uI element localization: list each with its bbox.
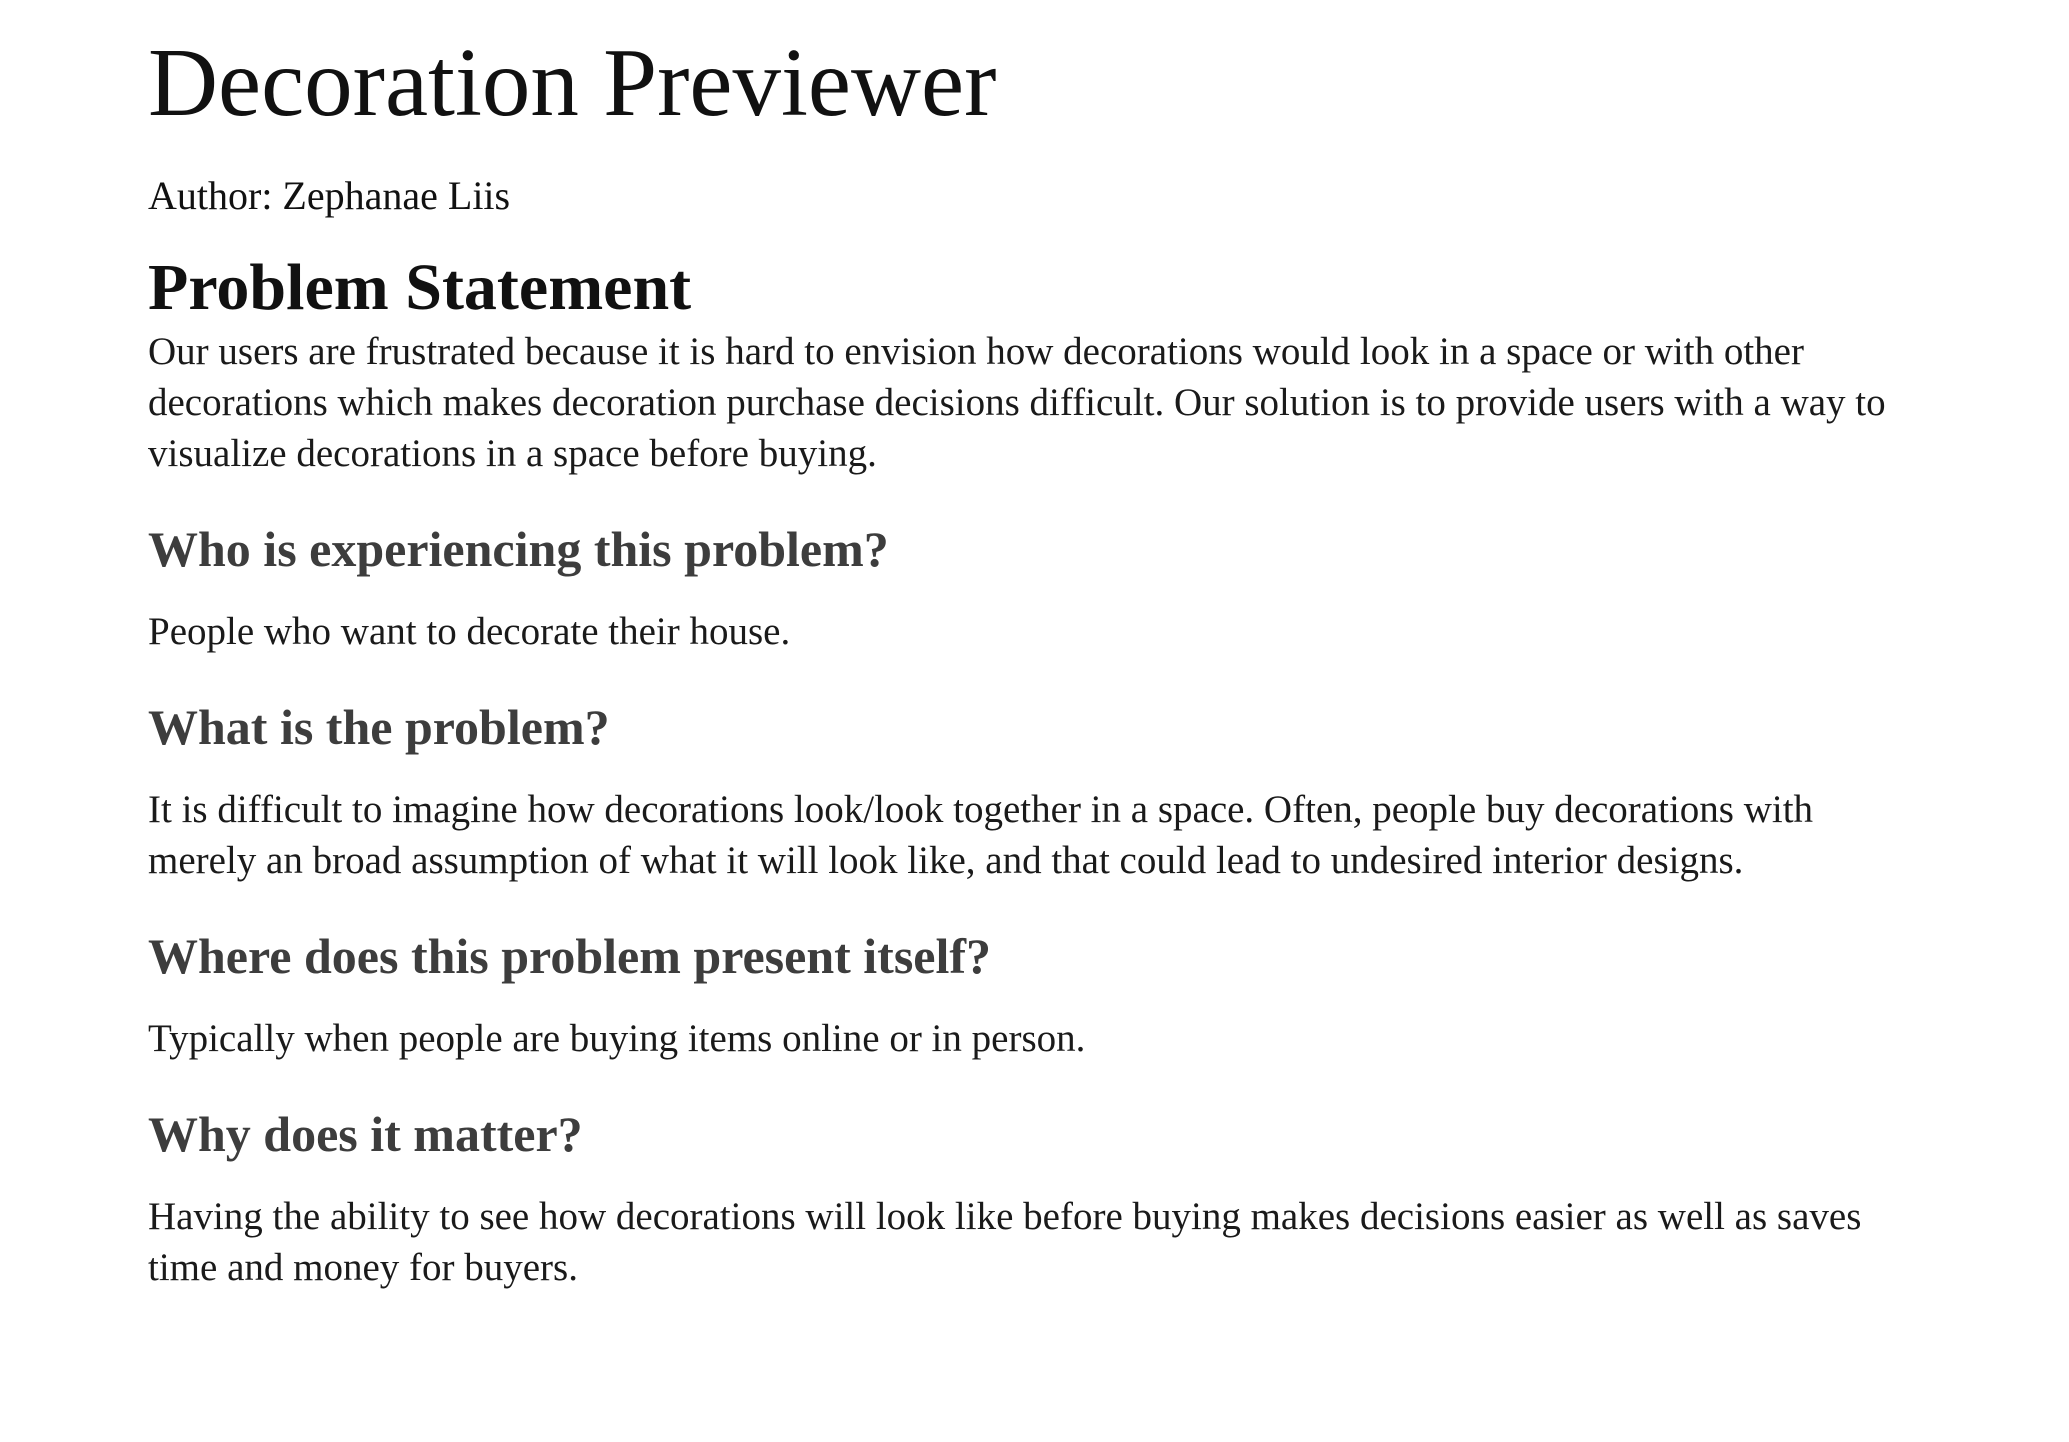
question-answer: Typically when people are buying items online or in person. — [148, 1017, 1086, 1060]
question-block-where — [148, 926, 1928, 1064]
document-content — [148, 28, 1928, 1293]
question-answer: People who want to decorate their house. — [148, 610, 791, 653]
page-title: Decoration Previewer — [148, 29, 997, 136]
author-line: Author: Zephanae Liis — [148, 173, 511, 218]
question-block-why — [148, 1104, 1928, 1293]
question-answer: It is difficult to imagine how decorations look/look together in a space. Often, people buy decorations with merely an broad assumption of what it will look like, and that could lead to undesired interior designs. — [148, 788, 1814, 882]
question-block-who — [148, 519, 1928, 657]
question-heading: Where does this problem present itself? — [148, 928, 992, 984]
problem-statement-paragraph: Our users are frustrated because it is hard to envision how decorations would look in a space or with other decorations which makes decoration purchase decisions difficult. Our solution is to provide users with a way to visualize decorations in a space before buying. — [148, 330, 1886, 475]
section-title-problem-statement: Problem Statement — [148, 251, 692, 324]
question-heading: Why does it matter? — [148, 1106, 583, 1162]
question-heading: Who is experiencing this problem? — [148, 521, 889, 577]
question-heading: What is the problem? — [148, 699, 610, 755]
question-block-what — [148, 697, 1928, 886]
question-answer: Having the ability to see how decorations will look like before buying makes decisions easier as well as saves time and money for buyers. — [148, 1195, 1862, 1289]
